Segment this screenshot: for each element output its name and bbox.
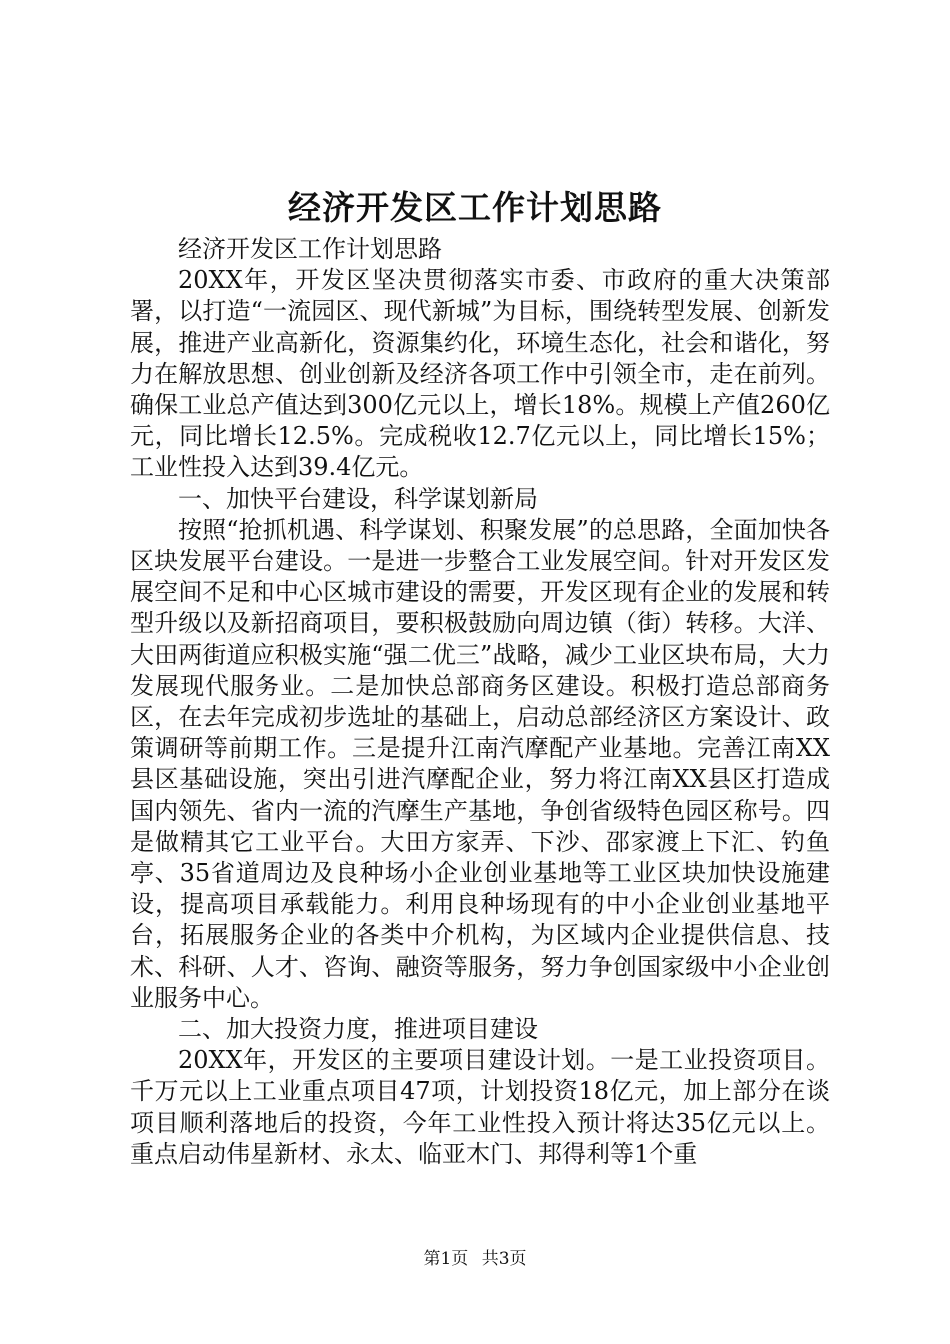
page-total: 共3页 xyxy=(481,1249,527,1269)
paragraph-section-2: 20XX年，开发区的主要项目建设计划。一是工业投资项目。千万元以上工业重点项目47项，计划投资18亿元，加上部分在谈项目顺利落地后的投资，今年工业性投入预计将达35亿元以上。重点启动伟星新材、永太、临亚木门、邦得利等1个重 xyxy=(130,1046,830,1168)
paragraph-section-1: 按照“抢抓机遇、科学谋划、积聚发展”的总思路，全面加快各区块发展平台建设。一是进一步整合工业发展空间。针对开发区发展空间不足和中心区城市建设的需要，开发区现有企业的发展和转型升级以及新招商项目，要积极鼓励向周边镇（街）转移。大洋、大田两街道应积极实施“强二优三”战略，减少工业区块布局，大力发展现代服务业。二是加快总部商务区建设。积极打造总部商务区，在去年完成初步选址的基础上，启动总部经济区方案设计、政策调研等前期工作。三是提升江南汽摩配产业基地。完善江南XX县区基础设施，突出引进汽摩配企业，努力将江南XX县区打造成国内领先、省内一流的汽摩生产基地，争创省级特色园区称号。四是做精其它工业平台。大田方家弄、下沙、邵家渡上下汇、钓鱼亭、35省道周边及良种场小企业创业基地等工业区块加快设施建设，提高项目承载能力。利用良种场现有的中小企业创业基地平台，拓展服务企业的各类中介机构，为区域内企业提供信息、技术、科研、人才、咨询、融资等服务，努力争创国家级中小企业创业服务中心。 xyxy=(130,515,830,1012)
page-number: 第1页 xyxy=(423,1249,469,1269)
document-body xyxy=(130,234,830,1170)
document-title: 经济开发区工作计划思路 xyxy=(288,188,662,227)
page-footer xyxy=(0,1244,950,1269)
section-heading-2: 二、加大投资力度，推进项目建设 xyxy=(178,1015,538,1044)
paragraph-subtitle: 经济开发区工作计划思路 xyxy=(178,235,442,263)
section-heading-1: 一、加快平台建设，科学谋划新局 xyxy=(178,484,538,513)
paragraph-intro: 20XX年，开发区坚决贯彻落实市委、市政府的重大决策部署，以打造“一流园区、现代新城”为目标，围绕转型发展、创新发展，推进产业高新化，资源集约化，环境生态化，社会和谐化，努力在解放思想、创业创新及经济各项工作中引领全市，走在前列。确保工业总产值达到300亿元以上，增长18%。规模上产值260亿元，同比增长12.5%。完成税收12.7亿元以上，同比增长15%；工业性投入达到39.4亿元。 xyxy=(130,266,830,482)
